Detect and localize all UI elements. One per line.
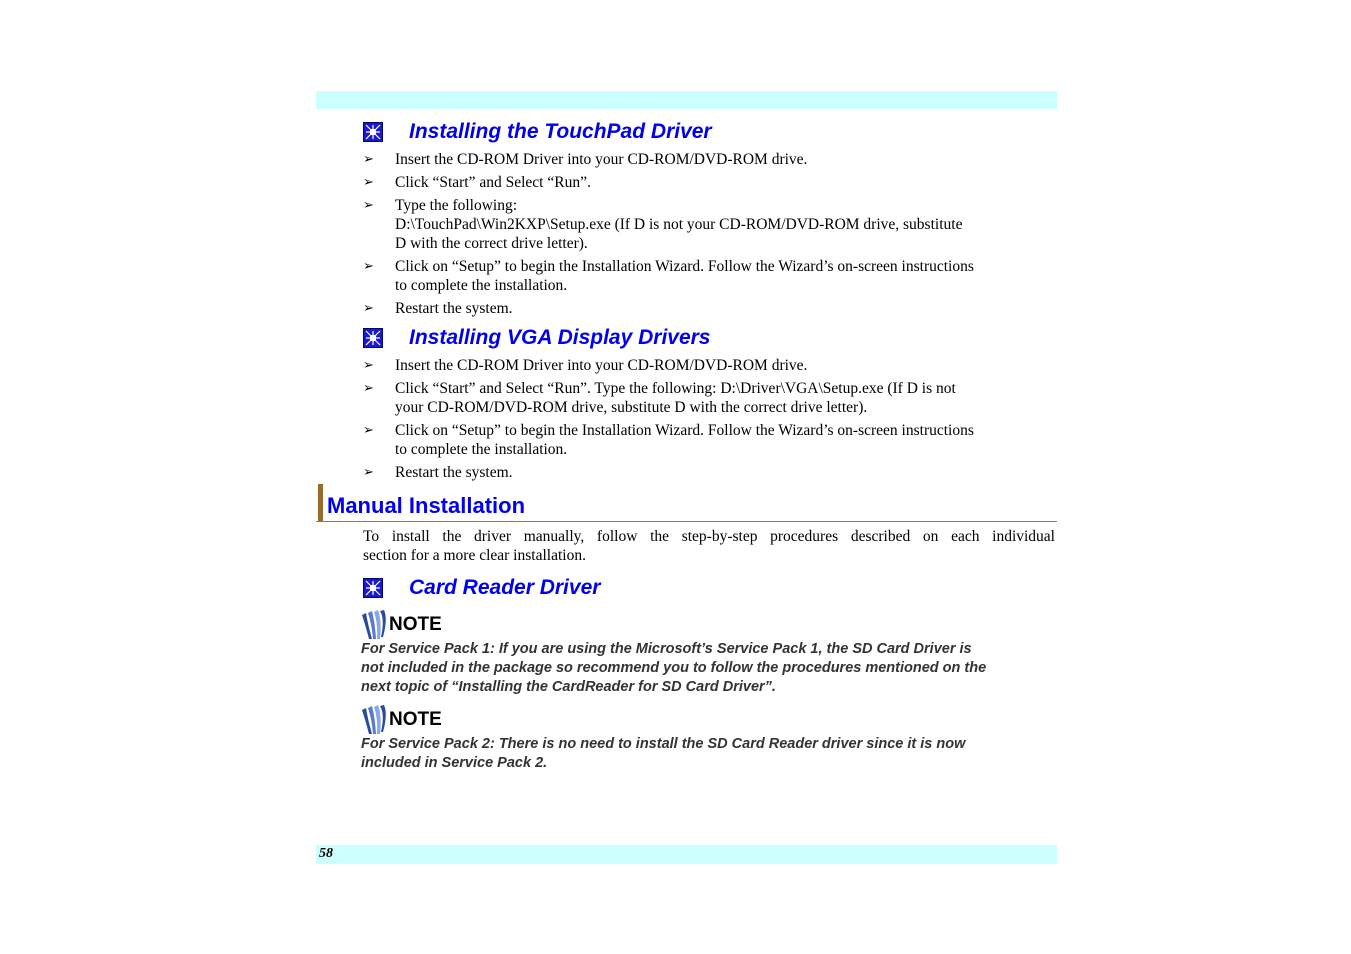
star-box-icon: [363, 122, 383, 142]
step-item: [363, 299, 1057, 318]
star-box-icon: [363, 328, 383, 348]
note-text-2: [361, 735, 1057, 773]
vga-title: Installing VGA Display Drivers: [409, 326, 711, 349]
star-box-icon: [363, 578, 383, 598]
manual-installation-heading: [316, 484, 1057, 522]
arrow-bullet-icon: ➢: [363, 175, 374, 190]
vga-steps: [363, 356, 1057, 486]
step-item: [363, 356, 1057, 375]
note-heading-2: [360, 704, 442, 736]
step-line: Restart the system.: [395, 300, 513, 317]
step-item: [363, 463, 1057, 482]
arrow-bullet-icon: ➢: [363, 423, 374, 438]
card-reader-heading: [363, 575, 600, 601]
manual-installation-paragraph: [363, 527, 1055, 565]
arrow-bullet-icon: ➢: [363, 152, 374, 167]
step-line: Insert the CD-ROM Driver into your CD-ROM/DVD-ROM drive.: [395, 357, 808, 374]
note-heading-1: [360, 609, 442, 641]
heading-accent-bar: [318, 484, 323, 521]
step-line: to complete the installation.: [395, 441, 568, 458]
paragraph-line: To install the driver manually, follow the step-by-step procedures described on each individual: [363, 528, 1055, 545]
vga-heading: [363, 325, 711, 351]
touchpad-steps: [363, 150, 1057, 322]
card-reader-title: Card Reader Driver: [409, 576, 601, 599]
note-label: NOTE: [389, 614, 442, 635]
arrow-bullet-icon: ➢: [363, 358, 374, 373]
arrow-bullet-icon: ➢: [363, 259, 374, 274]
step-line: Type the following:: [395, 197, 518, 214]
step-line: your CD-ROM/DVD-ROM drive, substitute D with the correct drive letter).: [395, 399, 868, 416]
page-number: 58: [319, 846, 333, 861]
arrow-bullet-icon: ➢: [363, 198, 374, 213]
note-line: For Service Pack 2: There is no need to install the SD Card Reader driver since it is now: [361, 736, 966, 752]
step-line: Click “Start” and Select “Run”. Type the following: D:\Driver\VGA\Setup.exe (If D is not: [395, 380, 956, 397]
note-line: not included in the package so recommend you to follow the procedures mentioned on the: [361, 660, 987, 676]
note-quill-icon: [360, 704, 388, 736]
paragraph-line: section for a more clear installation.: [363, 547, 586, 564]
footer-band: [316, 845, 1057, 864]
step-line: to complete the installation.: [395, 277, 568, 294]
step-item: [363, 196, 1057, 253]
note-line: For Service Pack 1: If you are using the Microsoft’s Service Pack 1, the SD Card Driver is: [361, 641, 972, 657]
step-line: Click on “Setup” to begin the Installation Wizard. Follow the Wizard’s on-screen instructions: [395, 422, 974, 439]
step-line: D:\TouchPad\Win2KXP\Setup.exe (If D is not your CD-ROM/DVD-ROM drive, substitute: [395, 216, 963, 233]
note-line: next topic of “Installing the CardReader for SD Card Driver”.: [361, 679, 776, 695]
note-label: NOTE: [389, 709, 442, 730]
step-item: [363, 257, 1057, 295]
touchpad-title: Installing the TouchPad Driver: [409, 120, 712, 143]
note-quill-icon: [360, 609, 388, 641]
step-line: Insert the CD-ROM Driver into your CD-ROM/DVD-ROM drive.: [395, 151, 808, 168]
header-band: [316, 91, 1057, 109]
step-line: Click “Start” and Select “Run”.: [395, 174, 591, 191]
arrow-bullet-icon: ➢: [363, 381, 374, 396]
step-line: Restart the system.: [395, 464, 513, 481]
step-line: D with the correct drive letter).: [395, 235, 588, 252]
touchpad-heading: [363, 119, 712, 145]
step-item: [363, 421, 1057, 459]
step-item: [363, 173, 1057, 192]
note-line: included in Service Pack 2.: [361, 755, 548, 771]
manual-installation-title: Manual Installation: [327, 493, 526, 518]
arrow-bullet-icon: ➢: [363, 301, 374, 316]
step-item: [363, 379, 1057, 417]
arrow-bullet-icon: ➢: [363, 465, 374, 480]
step-line: Click on “Setup” to begin the Installation Wizard. Follow the Wizard’s on-screen instructions: [395, 258, 974, 275]
note-text-1: [361, 640, 1057, 697]
step-item: [363, 150, 1057, 169]
